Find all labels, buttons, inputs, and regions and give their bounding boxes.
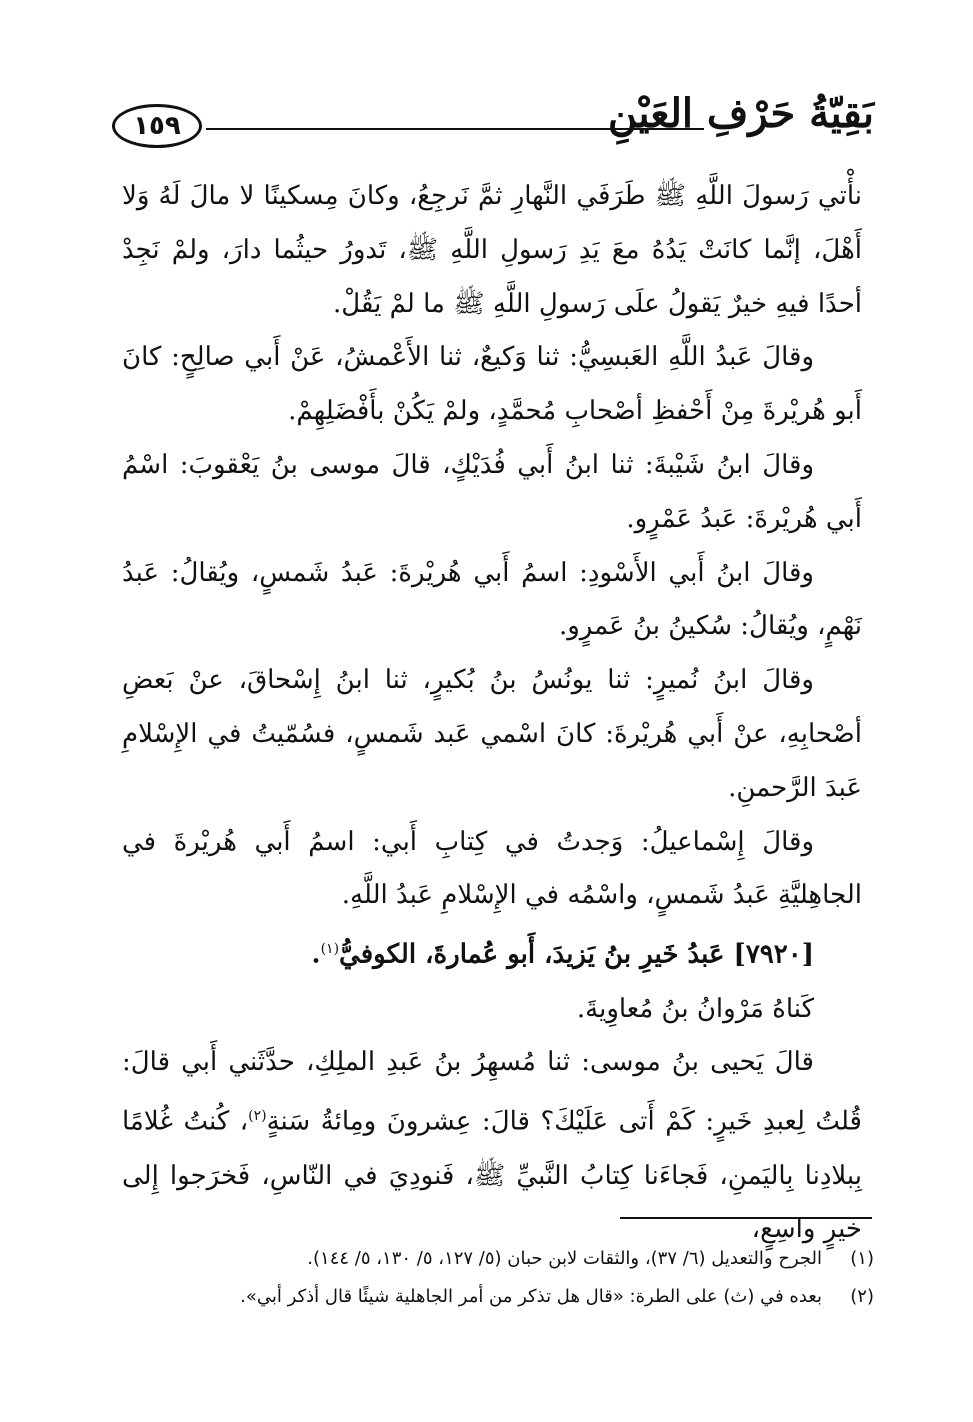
paragraph-part: قالَ يَحيى بنُ موسى: ثنا مُسهِرُ بنُ عَبدِ الملِكِ، حدَّثَني أَبي قالَ: قُلتُ لِعبدِ خَيرٍ: كَمْ أَتى عَلَيْكَ؟ قالَ: عِشرونَ ومِائةُ سَنةٍ [122,1047,862,1137]
footnotes [150,1240,874,1316]
header-rule [206,128,704,130]
paragraph: وقالَ إِسْماعيلُ: وَجدتُ في كِتابِ أَبي: اسمُ أَبي هُريْرةَ في الجاهِليَّةِ عَبدُ شَمسٍ، واسْمُه في الإِسْلامِ عَبدُ اللَّهِ. [122,826,862,911]
paragraph: وقالَ ابنُ شَيْبةَ: ثنا ابنُ أَبي فُدَيْكٍ، قالَ موسى بنُ يَعْقوبَ: اسْمُ أَبي هُريْرةَ: عَبدُ عَمْرٍو. [122,449,862,534]
footnote-ref: (١) [320,941,340,958]
entry-heading-end: . [311,939,321,970]
entry-heading-text: [٧٩٢٠] عَبدُ خَيرِ بنُ يَزيدَ، أَبو عُمارةَ، الكوفيُّ [339,939,814,970]
footnote-number: (١) [850,1248,874,1269]
running-title: بَقِيّةُ حَرْفِ العَيْنِ [607,90,874,137]
footnote-ref: (٢) [248,1108,267,1125]
main-text [122,170,862,1257]
footnote-text: بعده في (ث) على الطرة: «قال هل تذكر من أمر الجاهلية شيئًا قال أذكر أبي». [240,1286,822,1307]
paragraph [122,1036,862,1257]
footnote-separator [620,1217,872,1219]
page-header [112,88,874,168]
footnote [150,1278,874,1316]
footnote-number: (٢) [850,1286,874,1307]
paragraph: كَناهُ مَرْوانُ بنُ مُعاوِيةَ. [576,993,814,1024]
paragraph: وقالَ ابنُ أَبي الأَسْودِ: اسمُ أَبي هُريْرةَ: عَبدُ شَمسٍ، ويُقالُ: عَبدُ نَهْمٍ، ويُقالُ: سُكينُ بنُ عَمرٍو. [122,557,862,642]
paragraph: نأْتي رَسولَ اللَّهِ ﷺ طَرَفَي النَّهارِ ثمَّ نَرجِعُ، وكانَ مِسكينًا لا مالَ لَهُ وَلا أَهْلَ، إنَّما كانَتْ يَدُهُ معَ يَدِ رَسولِ اللَّهِ ﷺ، تَدورُ حيثُما دارَ، ولمْ نَجِدْ أحدًا فيهِ خيرٌ يَقولُ علَى رَسولِ اللَّهِ ﷺ ما لمْ يَقُلْ. [122,181,862,319]
paragraph-part: ، كُنتُ غُلامًا بِبلادِنا بِاليَمنِ، فَجاءَنا كِتابُ النَّبيِّ ﷺ، فَنودِيَ في النّاسِ، فَخرَجوا إِلى خيرٍ واسِعٍ، [122,1106,862,1245]
footnote [150,1240,874,1278]
paragraph: وقالَ عَبدُ اللَّهِ العَبسِيُّ: ثنا وَكيعٌ، ثنا الأَعْمشُ، عَنْ أَبي صالِحٍ: كانَ أَبو هُريْرةَ مِنْ أَحْفظِ أصْحابِ مُحمَّدٍ، ولمْ يَكُنْ بأَفْضَلِهِمْ. [122,342,862,427]
page-number: ١٥٩ [112,104,202,148]
entry-heading [122,923,862,982]
paragraph: وقالَ ابنُ نُميرٍ: ثنا يونُسُ بنُ بُكيرٍ، ثنا ابنُ إِسْحاقَ، عنْ بَعضِ أصْحابِهِ، عنْ أَبي هُريْرةَ: كانَ اسْمي عَبد شَمسٍ، فسُمّيتُ في الإِسْلامِ عَبدَ الرَّحمنِ. [122,665,862,803]
footnote-text: الجرح والتعديل (٦/ ٣٧)، والثقات لابن حبان (٥/ ١٢٧، ٥/ ١٣٠، ٥/ ١٤٤). [307,1248,822,1269]
